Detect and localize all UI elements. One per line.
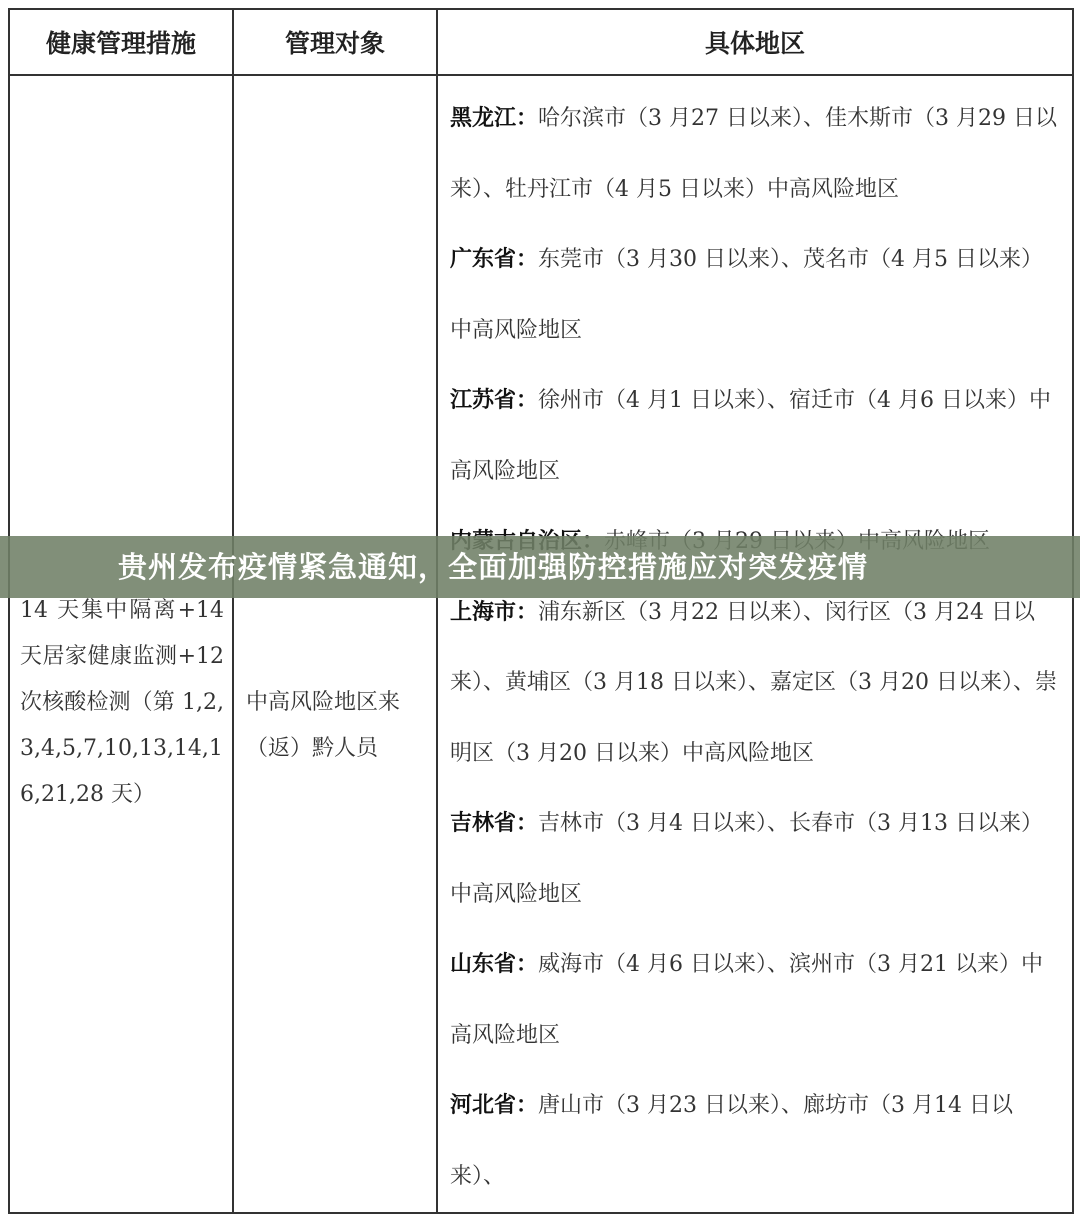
region-guangdong: [450, 225, 1060, 366]
region-text: 东莞市（3 月30 日以来）、茂名市（4 月5 日以来）中高风险地区: [450, 247, 1043, 343]
region-shanghai: [450, 578, 1060, 790]
province-label: 广东省：: [450, 247, 539, 272]
region-text: 浦东新区（3 月22 日以来）、闵行区（3 月24 日以来）、黄埔区（3 月18 日以来）、嘉定区（3 月20 日以来）、崇明区（3 月20 日以来）中高风险地区: [450, 599, 1057, 766]
region-jilin: [450, 789, 1060, 930]
title-banner: [0, 536, 1080, 598]
measure-cell: [9, 75, 233, 1213]
region-text: 徐州市（4 月1 日以来）、宿迁市（4 月6 日以来）中高风险地区: [450, 388, 1051, 484]
province-label: 黑龙江：: [450, 106, 539, 131]
province-label: 山东省：: [450, 952, 539, 977]
region-hebei: [450, 1071, 1060, 1212]
measure-text: 14 天集中隔离+14 天居家健康监测+12 次核酸检测（第 1,2,3,4,5,7,10,13,14,16,21,28 天）: [20, 598, 224, 807]
region-shandong: [450, 930, 1060, 1071]
health-measures-table: [8, 8, 1074, 1214]
province-label: 吉林省：: [450, 811, 539, 836]
table-header-row: [9, 9, 1073, 75]
province-label: 江苏省：: [450, 388, 539, 413]
region-text: 唐山市（3 月23 日以来）、廊坊市（3 月14 日以来）、: [450, 1093, 1013, 1189]
province-label: 上海市：: [450, 599, 539, 625]
region-text: 哈尔滨市（3 月27 日以来）、佳木斯市（3 月29 日以来）、牡丹江市（4 月5 日以来）中高风险地区: [450, 106, 1057, 202]
table-row: [9, 75, 1073, 1213]
province-label: 河北省：: [450, 1093, 539, 1118]
banner-title: 贵州发布疫情紧急通知，全面加强防控措施应对突发疫情: [118, 550, 869, 584]
header-management-target: 管理对象: [233, 9, 437, 75]
region-list: [438, 76, 1072, 1212]
regions-cell: [437, 75, 1073, 1213]
region-heilongjiang: [450, 84, 1060, 225]
target-text: 中高风险地区来（返）黔人员: [246, 690, 401, 761]
target-cell: [233, 75, 437, 1213]
region-jiangsu: [450, 366, 1060, 507]
header-specific-regions: 具体地区: [437, 9, 1073, 75]
region-text: 威海市（4 月6 日以来）、滨州市（3 月21 以来）中高风险地区: [450, 952, 1043, 1048]
region-text: 吉林市（3 月4 日以来）、长春市（3 月13 日以来）中高风险地区: [450, 811, 1043, 907]
header-health-measures: 健康管理措施: [9, 9, 233, 75]
